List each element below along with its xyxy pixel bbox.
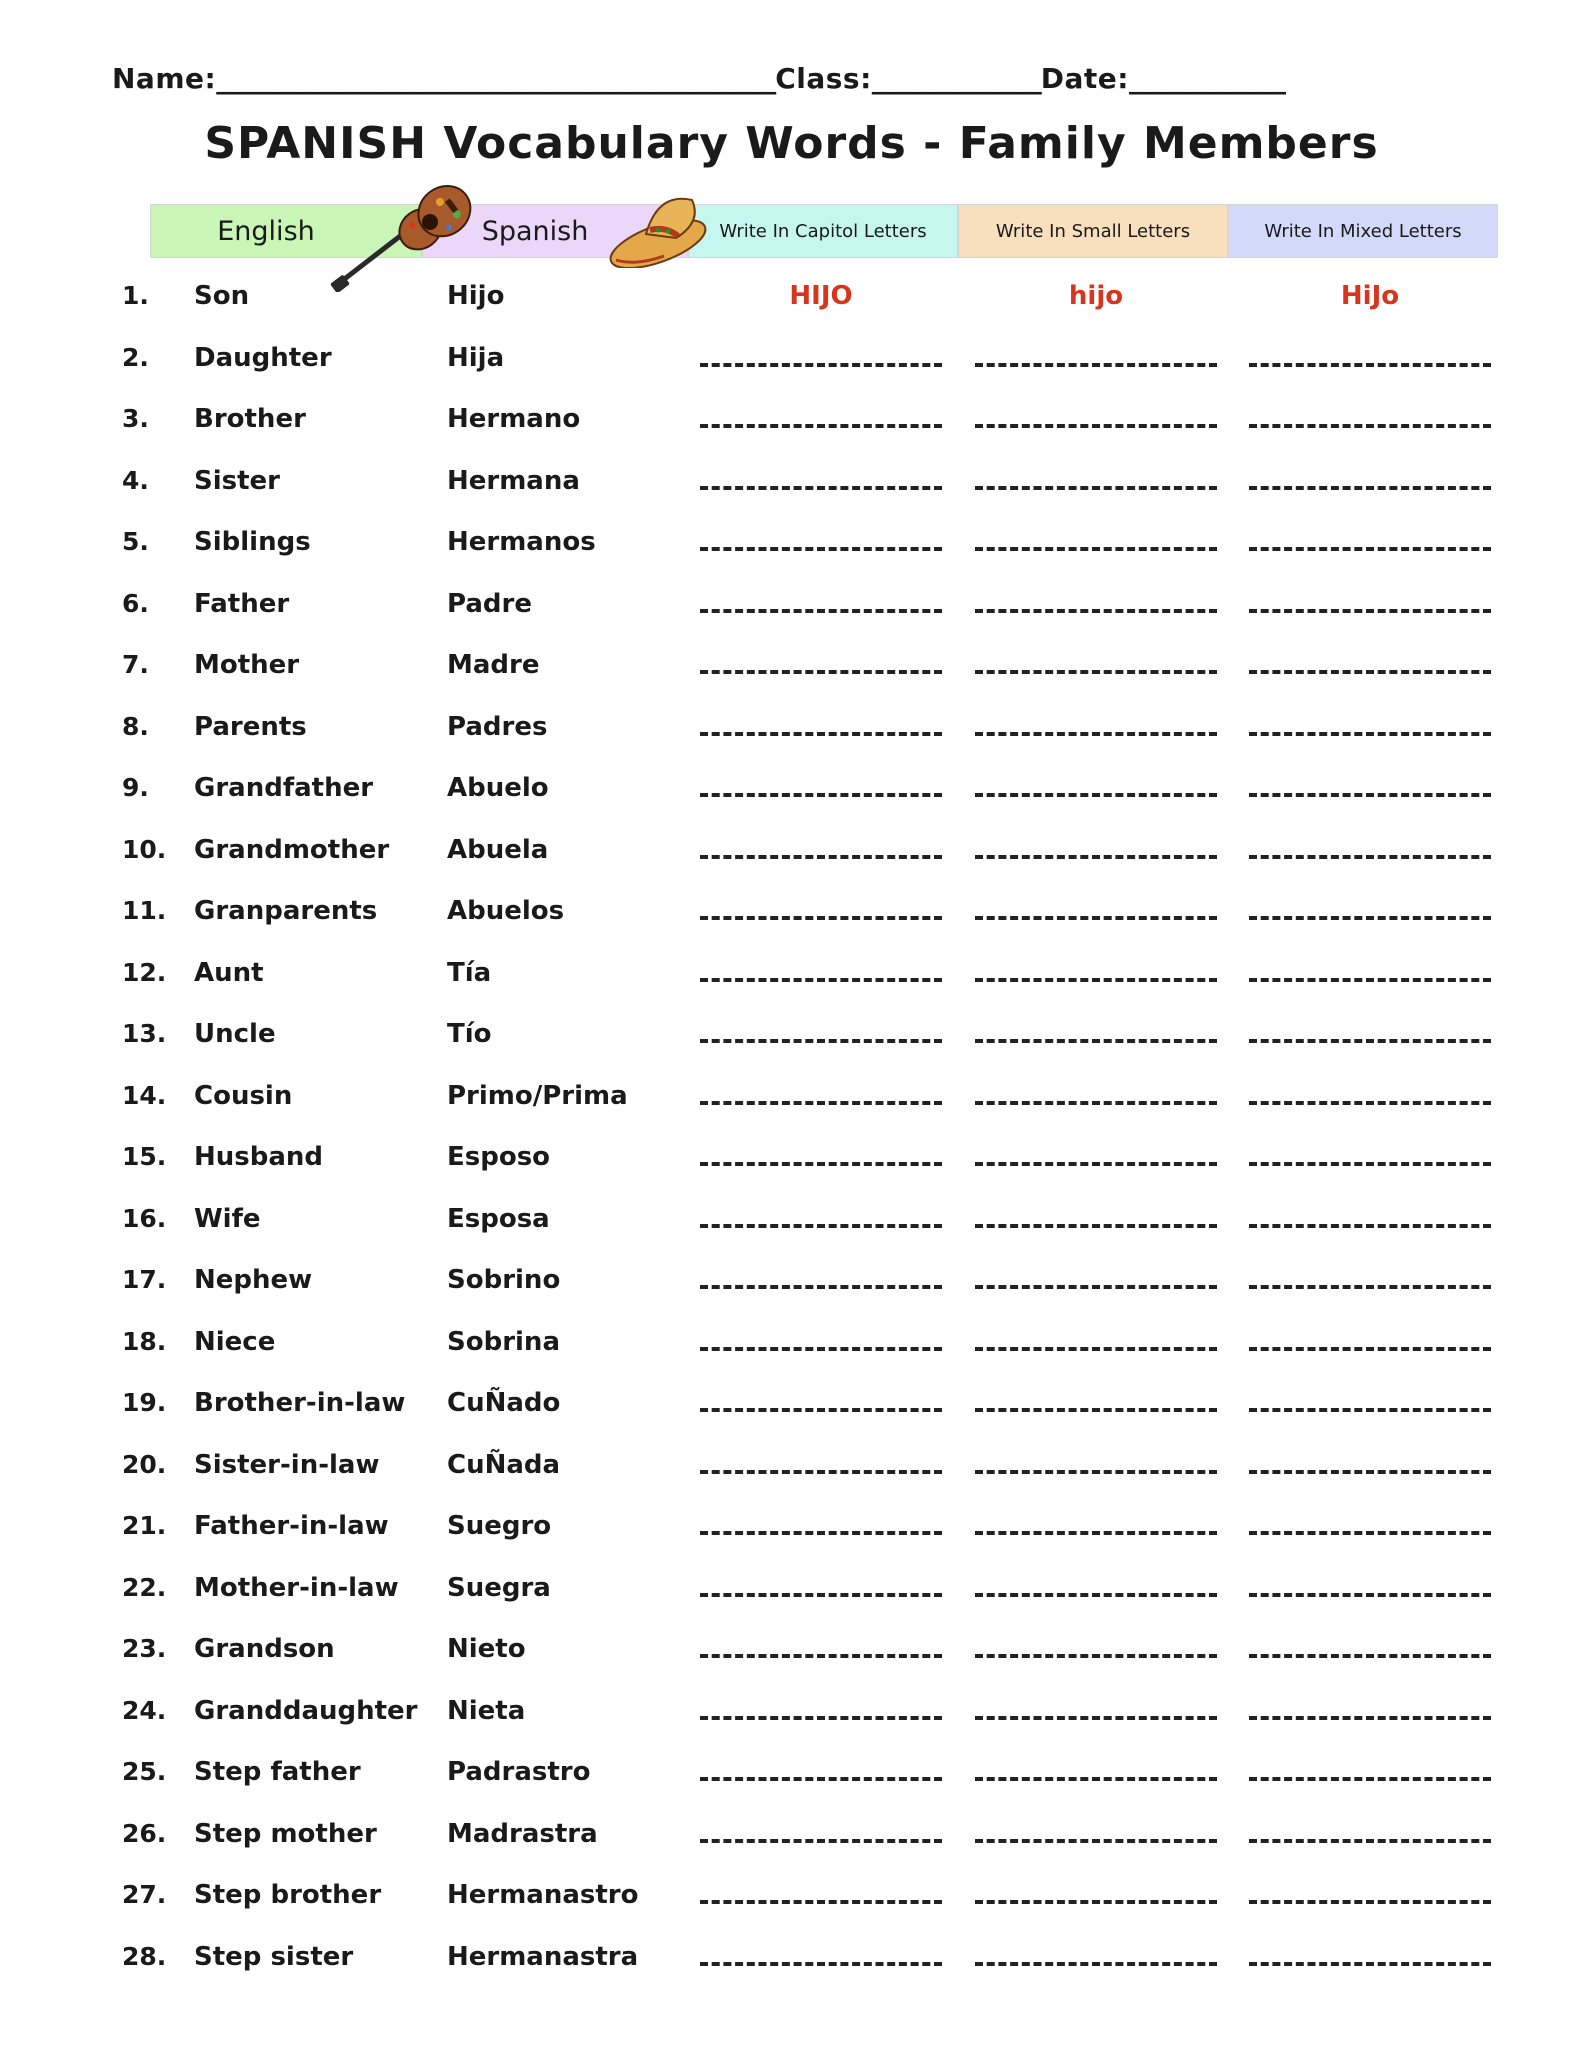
spanish-word: Hermanastra <box>447 1941 639 1972</box>
vocabulary-row <box>0 1081 1583 1121</box>
english-word: Grandson <box>194 1634 335 1664</box>
vocabulary-row <box>0 835 1583 875</box>
row-number: 28. <box>122 1941 167 1971</box>
blank-small[interactable] <box>975 732 1217 736</box>
vocabulary-row <box>0 650 1583 690</box>
blank-mixed[interactable] <box>1249 1531 1491 1535</box>
english-word: Mother <box>194 650 300 680</box>
english-word: Daughter <box>194 342 332 373</box>
spanish-word: Hijo <box>447 281 505 311</box>
blank-mixed[interactable] <box>1249 1162 1491 1166</box>
vocabulary-row <box>0 1634 1583 1674</box>
english-word: Husband <box>194 1142 324 1172</box>
blank-mixed[interactable] <box>1249 670 1491 674</box>
spanish-word: Suegra <box>447 1572 551 1603</box>
sombrero-icon <box>606 186 724 268</box>
blank-capital[interactable] <box>700 855 942 859</box>
spanish-word: Madrastra <box>447 1818 598 1849</box>
spanish-word: Hermana <box>447 465 580 496</box>
vocabulary-row <box>0 1573 1583 1613</box>
blank-mixed[interactable] <box>1249 1470 1491 1474</box>
blank-small[interactable] <box>975 1408 1217 1412</box>
vocabulary-row <box>0 1450 1583 1490</box>
blank-small[interactable] <box>975 916 1217 920</box>
blank-mixed[interactable] <box>1249 732 1491 736</box>
spanish-word: Hermano <box>447 404 581 434</box>
spanish-word: Sobrino <box>447 1265 561 1295</box>
blank-capital[interactable] <box>700 916 942 920</box>
blank-small[interactable] <box>975 1162 1217 1166</box>
english-word: Brother-in-law <box>194 1388 406 1418</box>
blank-capital[interactable] <box>700 670 942 674</box>
english-word: Brother <box>194 404 306 434</box>
spanish-word: CuÑada <box>447 1449 561 1480</box>
blank-mixed[interactable] <box>1249 1716 1491 1720</box>
english-word: Granparents <box>194 896 378 926</box>
blank-capital[interactable] <box>700 424 942 428</box>
english-word: Grandfather <box>194 773 374 803</box>
vocabulary-row <box>0 589 1583 629</box>
english-word: Wife <box>194 1203 261 1234</box>
vocabulary-row <box>0 1757 1583 1797</box>
spanish-word: Padrastro <box>447 1757 591 1787</box>
blank-mixed[interactable] <box>1249 363 1491 367</box>
example-mixed: HiJo <box>1340 281 1400 311</box>
row-number: 17. <box>122 1265 167 1294</box>
vocabulary-row <box>0 712 1583 752</box>
blank-small[interactable] <box>975 1839 1217 1843</box>
blank-mixed[interactable] <box>1249 547 1491 551</box>
english-word: Father <box>194 588 290 619</box>
row-number: 6. <box>122 588 149 618</box>
vocabulary-row <box>0 281 1583 321</box>
blank-capital[interactable] <box>700 1900 942 1904</box>
blank-small[interactable] <box>975 486 1217 490</box>
row-number: 9. <box>122 773 149 802</box>
blank-capital[interactable] <box>700 732 942 736</box>
english-word: Sister-in-law <box>194 1449 380 1480</box>
blank-capital[interactable] <box>700 547 942 551</box>
blank-small[interactable] <box>975 1470 1217 1474</box>
vocabulary-row <box>0 958 1583 998</box>
english-word: Step sister <box>194 1941 354 1972</box>
page-title: SPANISH Vocabulary Words - Family Members <box>204 118 1379 169</box>
english-word: Nephew <box>194 1265 313 1295</box>
row-number: 23. <box>122 1634 167 1663</box>
blank-mixed[interactable] <box>1249 1900 1491 1904</box>
row-number: 8. <box>122 711 149 741</box>
spanish-word: Suegro <box>447 1511 552 1541</box>
vocabulary-row <box>0 1880 1583 1920</box>
blank-mixed[interactable] <box>1249 1654 1491 1658</box>
row-number: 1. <box>122 281 149 310</box>
row-number: 22. <box>122 1572 167 1602</box>
vocabulary-row <box>0 404 1583 444</box>
blank-capital[interactable] <box>700 1716 942 1720</box>
blank-small[interactable] <box>975 670 1217 674</box>
blank-capital[interactable] <box>700 1593 942 1597</box>
spanish-word: Nieto <box>447 1634 526 1664</box>
spanish-word: Padre <box>447 588 532 619</box>
row-number: 10. <box>122 834 167 864</box>
blank-capital[interactable] <box>700 1839 942 1843</box>
blank-capital[interactable] <box>700 1531 942 1535</box>
row-number: 14. <box>122 1080 167 1110</box>
english-word: Father-in-law <box>194 1511 389 1541</box>
spanish-word: Hija <box>447 342 505 373</box>
blank-mixed[interactable] <box>1249 1777 1491 1781</box>
blank-capital[interactable] <box>700 793 942 797</box>
blank-mixed[interactable] <box>1249 916 1491 920</box>
english-word: Parents <box>194 711 307 742</box>
row-number: 24. <box>122 1695 167 1725</box>
vocabulary-row <box>0 1696 1583 1736</box>
blank-capital[interactable] <box>700 978 942 982</box>
blank-capital[interactable] <box>700 1962 942 1966</box>
example-capital: HIJO <box>789 281 853 311</box>
vocabulary-row <box>0 1019 1583 1059</box>
blank-capital[interactable] <box>700 1162 942 1166</box>
example-small: hijo <box>1068 281 1124 311</box>
blank-mixed[interactable] <box>1249 609 1491 613</box>
vocabulary-row <box>0 1388 1583 1428</box>
row-number: 2. <box>122 342 149 372</box>
blank-small[interactable] <box>975 1347 1217 1351</box>
english-word: Niece <box>194 1326 276 1357</box>
vocabulary-row <box>0 1142 1583 1182</box>
spanish-word: Padres <box>447 711 548 742</box>
blank-mixed[interactable] <box>1249 424 1491 428</box>
blank-small[interactable] <box>975 1777 1217 1781</box>
vocabulary-row <box>0 773 1583 813</box>
vocabulary-row <box>0 1511 1583 1551</box>
blank-capital[interactable] <box>700 363 942 367</box>
blank-capital[interactable] <box>700 1039 942 1043</box>
spanish-word: Abuelos <box>447 896 565 926</box>
english-word: Step mother <box>194 1818 377 1849</box>
spanish-word: Abuelo <box>447 773 549 803</box>
row-number: 26. <box>122 1818 167 1848</box>
blank-small[interactable] <box>975 363 1217 367</box>
row-number: 15. <box>122 1142 167 1171</box>
spanish-word: Esposa <box>447 1203 550 1234</box>
blank-small[interactable] <box>975 1224 1217 1228</box>
column-header-small <box>958 204 1228 258</box>
spanish-word: Hermanos <box>447 527 596 557</box>
row-number: 25. <box>122 1757 167 1786</box>
blank-capital[interactable] <box>700 1408 942 1412</box>
english-word: Mother-in-law <box>194 1572 399 1603</box>
blank-mixed[interactable] <box>1249 978 1491 982</box>
spanish-word: Tío <box>447 1019 492 1049</box>
blank-mixed[interactable] <box>1249 486 1491 490</box>
blank-capital[interactable] <box>700 486 942 490</box>
date-label: Date: <box>1040 62 1129 95</box>
blank-capital[interactable] <box>700 609 942 613</box>
name-label: Name: <box>112 62 217 95</box>
blank-mixed[interactable] <box>1249 855 1491 859</box>
blank-small[interactable] <box>975 1962 1217 1966</box>
english-word: Grandmother <box>194 834 390 865</box>
blank-mixed[interactable] <box>1249 1101 1491 1105</box>
row-number: 5. <box>122 527 149 556</box>
blank-mixed[interactable] <box>1249 1347 1491 1351</box>
row-number: 27. <box>122 1880 167 1909</box>
spanish-word: CuÑado <box>447 1388 561 1418</box>
blank-small[interactable] <box>975 547 1217 551</box>
blank-small[interactable] <box>975 978 1217 982</box>
vocabulary-row <box>0 1942 1583 1982</box>
vocabulary-row <box>0 1327 1583 1367</box>
english-word: Granddaughter <box>194 1695 418 1726</box>
blank-mixed[interactable] <box>1249 1039 1491 1043</box>
blank-small[interactable] <box>975 1716 1217 1720</box>
blank-capital[interactable] <box>700 1224 942 1228</box>
spanish-word: Sobrina <box>447 1326 560 1357</box>
spanish-word: Hermanastro <box>447 1880 639 1910</box>
blank-mixed[interactable] <box>1249 1839 1491 1843</box>
blank-small[interactable] <box>975 1101 1217 1105</box>
class-label: Class: <box>775 62 872 95</box>
date-blank[interactable]: ____________ <box>1129 62 1285 95</box>
blank-small[interactable] <box>975 855 1217 859</box>
blank-mixed[interactable] <box>1249 1285 1491 1289</box>
column-header-mixed-label: Write In Mixed Letters <box>1264 220 1462 242</box>
column-header-mixed <box>1228 204 1498 258</box>
blank-capital[interactable] <box>700 1101 942 1105</box>
vocabulary-row <box>0 466 1583 506</box>
row-number: 16. <box>122 1203 167 1233</box>
guitar-icon <box>330 182 480 292</box>
spanish-word: Madre <box>447 650 540 680</box>
blank-capital[interactable] <box>700 1347 942 1351</box>
blank-small[interactable] <box>975 609 1217 613</box>
english-word: Sister <box>194 465 280 496</box>
blank-capital[interactable] <box>700 1654 942 1658</box>
english-word: Siblings <box>194 527 311 557</box>
header-fields <box>112 62 1490 95</box>
blank-mixed[interactable] <box>1249 1224 1491 1228</box>
blank-mixed[interactable] <box>1249 1593 1491 1597</box>
row-number: 13. <box>122 1019 167 1048</box>
class-blank[interactable]: _____________ <box>871 62 1041 95</box>
spanish-word: Nieta <box>447 1695 526 1726</box>
blank-capital[interactable] <box>700 1470 942 1474</box>
english-word: Aunt <box>194 957 264 988</box>
blank-capital[interactable] <box>700 1777 942 1781</box>
vocabulary-row <box>0 343 1583 383</box>
column-header-english-label: English <box>217 215 315 247</box>
vocabulary-row <box>0 1819 1583 1859</box>
english-word: Uncle <box>194 1019 276 1049</box>
blank-small[interactable] <box>975 424 1217 428</box>
row-number: 18. <box>122 1326 167 1356</box>
blank-small[interactable] <box>975 793 1217 797</box>
blank-small[interactable] <box>975 1531 1217 1535</box>
spanish-word: Esposo <box>447 1142 551 1172</box>
column-header-capital-label: Write In Capitol Letters <box>719 220 927 242</box>
english-word: Step brother <box>194 1880 382 1910</box>
row-number: 3. <box>122 404 149 433</box>
blank-capital[interactable] <box>700 1285 942 1289</box>
vocabulary-row <box>0 896 1583 936</box>
vocabulary-row <box>0 527 1583 567</box>
spanish-word: Primo/Prima <box>447 1080 628 1111</box>
blank-mixed[interactable] <box>1249 1962 1491 1966</box>
name-blank[interactable]: ___________________________________________ <box>216 62 776 95</box>
row-number: 19. <box>122 1388 167 1417</box>
spanish-word: Abuela <box>447 834 549 865</box>
spanish-word: Tía <box>447 957 492 988</box>
vocabulary-row <box>0 1265 1583 1305</box>
blank-small[interactable] <box>975 1285 1217 1289</box>
blank-small[interactable] <box>975 1593 1217 1597</box>
row-number: 12. <box>122 957 167 987</box>
row-number: 4. <box>122 465 149 495</box>
blank-mixed[interactable] <box>1249 793 1491 797</box>
english-word: Step father <box>194 1757 361 1787</box>
row-number: 21. <box>122 1511 167 1540</box>
blank-small[interactable] <box>975 1654 1217 1658</box>
blank-mixed[interactable] <box>1249 1408 1491 1412</box>
blank-small[interactable] <box>975 1900 1217 1904</box>
blank-small[interactable] <box>975 1039 1217 1043</box>
column-header-capital <box>688 204 958 258</box>
row-number: 11. <box>122 896 167 925</box>
english-word: Cousin <box>194 1080 293 1111</box>
row-number: 7. <box>122 650 149 679</box>
vocabulary-row <box>0 1204 1583 1244</box>
column-header-spanish-label: Spanish <box>481 215 589 247</box>
english-word: Son <box>194 281 250 311</box>
row-number: 20. <box>122 1449 167 1479</box>
column-header-small-label: Write In Small Letters <box>995 220 1191 242</box>
